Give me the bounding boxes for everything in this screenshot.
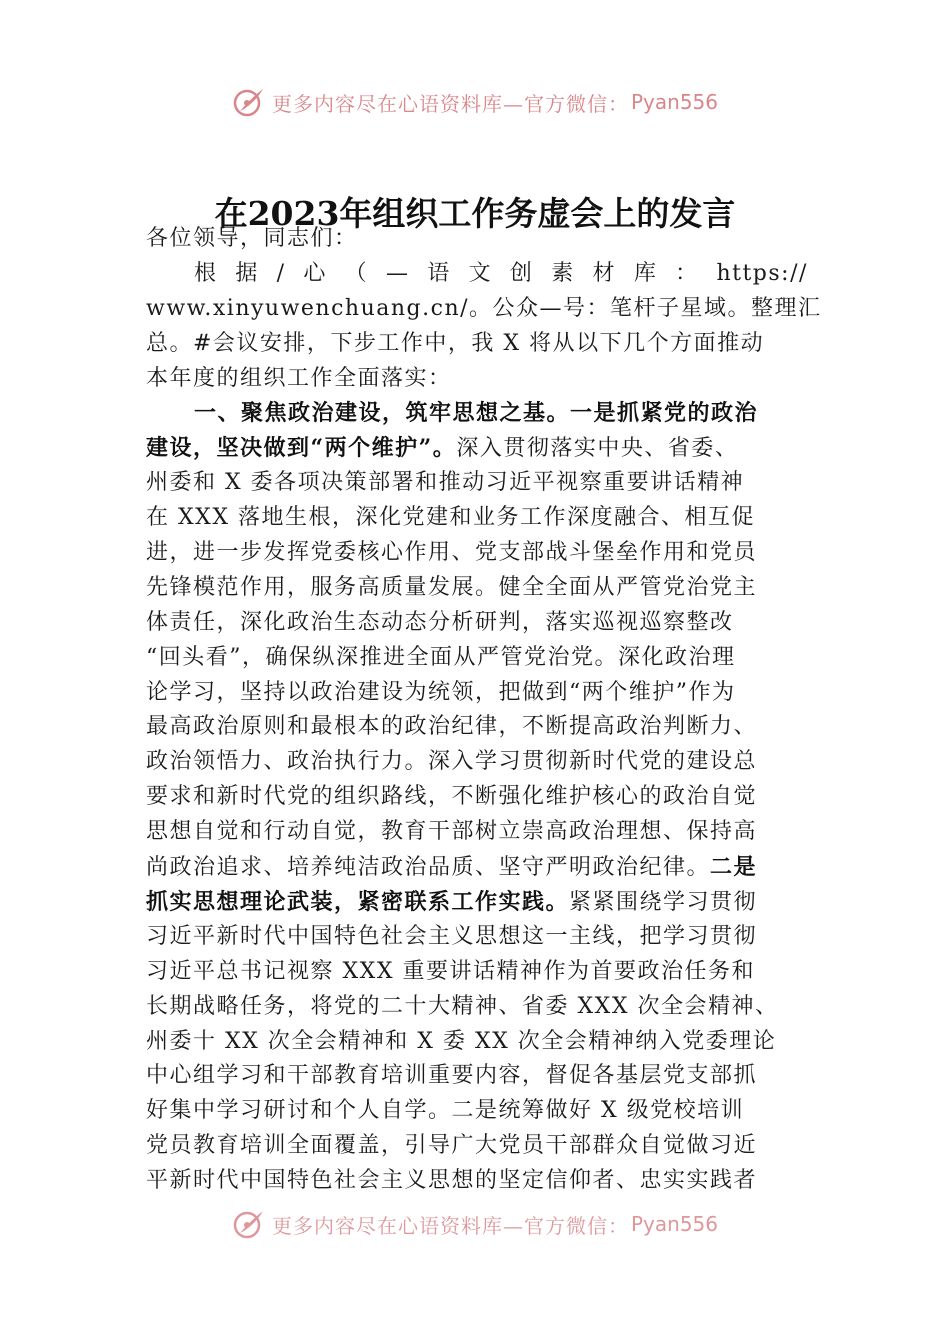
intro-char: 材 xyxy=(592,260,617,286)
text-run: 体责任，深化政治生态动态分析研判，落实巡视巡察整改 xyxy=(146,609,734,635)
document-body xyxy=(146,222,822,1199)
text-line xyxy=(146,920,808,955)
watermark-text: 更多内容尽在心语资料库—官方微信： xyxy=(271,91,629,116)
intro-char: 心 xyxy=(303,260,327,286)
text-line xyxy=(146,1059,808,1094)
intro-char: / xyxy=(276,260,286,286)
text-run: 论学习，坚持以政治建设为统领，把做到“两个维护”作为 xyxy=(146,679,736,705)
text-line xyxy=(146,710,808,745)
text-line xyxy=(146,745,808,780)
quill-circle-icon xyxy=(232,85,266,119)
text-line xyxy=(146,1164,808,1199)
text-line xyxy=(146,501,808,536)
text-line xyxy=(146,1129,808,1164)
text-run: 尚政治追求、培养纯洁政治品质、坚守严明政治纪律。 xyxy=(146,855,711,881)
intro-first-line xyxy=(146,257,808,292)
text-line xyxy=(146,676,808,711)
text-line xyxy=(146,641,808,676)
quill-circle-icon xyxy=(232,1207,266,1241)
intro-char: 素 xyxy=(551,260,575,286)
text-run: 习近平总书记视察 XXX 重要讲话精神作为首要政治任务和 xyxy=(146,958,755,984)
watermark-footer xyxy=(0,1204,950,1244)
intro-char: https:// xyxy=(716,260,808,286)
intro-char: 库 xyxy=(633,260,658,286)
text-run: 在 XXX 落地生根，深化党建和业务工作深度融合、相互促 xyxy=(146,505,755,531)
text-run: 进，进一步发挥党委核心作用、党支部战斗堡垒作用和党员 xyxy=(146,540,758,566)
text-run: 要求和新时代党的组织路线，不断强化维护核心的政治自觉 xyxy=(146,784,758,810)
text-line: www.xinyuwenchuang.cn/。公众—号：笔杆子星域。整理汇 xyxy=(146,295,822,321)
text-line xyxy=(146,885,808,920)
text-run: 思想自觉和行动自觉，教育干部树立崇高政治理想、保持高 xyxy=(146,819,758,845)
text-run: 平新时代中国特色社会主义思想的坚定信仰者、忠实实践者 xyxy=(146,1168,758,1194)
text-run: 政治领悟力、政治执行力。深入学习贯彻新时代党的建设总 xyxy=(146,749,758,775)
text-line xyxy=(146,536,808,571)
text-run: 习近平新时代中国特色社会主义思想这一主线，把学习贯彻 xyxy=(146,923,758,949)
text-run: 州委十 XX 次全会精神和 X 委 XX 次全会精神纳入党委理论 xyxy=(146,1028,777,1054)
text-line xyxy=(146,955,808,990)
main-paragraph xyxy=(146,396,808,1198)
text-run: 好集中学习研讨和个人自学。二是统筹做好 X 级党校培训 xyxy=(146,1098,745,1124)
intro-char: 据 xyxy=(235,260,259,286)
text-run: 党员教育培训全面覆盖，引导广大党员干部群众自觉做习近 xyxy=(146,1133,758,1159)
text-line: 总。#会议安排，下步工作中，我 X 将从以下几个方面推动 xyxy=(146,330,765,356)
text-line xyxy=(146,396,808,431)
bold-run: 一、聚焦政治建设，筑牢思想之基。一是抓紧党的政治 xyxy=(194,400,759,427)
intro-char: — xyxy=(385,260,410,286)
text-line xyxy=(146,571,808,606)
text-run: 先锋模范作用，服务高质量发展。健全全面从严管党治党主 xyxy=(146,574,758,600)
text-run: 最高政治原则和最根本的政治纪律，不断提高政治判断力、 xyxy=(146,714,758,740)
text-line xyxy=(146,606,808,641)
text-line xyxy=(146,815,808,850)
intro-char: ： xyxy=(675,260,699,286)
intro-char: （ xyxy=(344,260,369,286)
intro-char: 根 xyxy=(194,260,218,286)
intro-char: 文 xyxy=(468,260,493,286)
bold-run: 建设，坚决做到“两个维护”。 xyxy=(146,435,457,462)
greeting: 各位领导，同志们： xyxy=(146,226,358,251)
watermark-wechat-id: Pyan556 xyxy=(630,90,718,114)
watermark-header xyxy=(0,82,950,122)
bold-run: 抓实思想理论武装，紧密联系工作实践。 xyxy=(146,888,570,915)
text-run: “回头看”，确保纵深推进全面从严管党治党。深化政治理 xyxy=(146,644,736,670)
text-run: 中心组学习和干部教育培训重要内容，督促各基层党支部抓 xyxy=(146,1063,758,1089)
text-line xyxy=(146,466,808,501)
intro-char: 创 xyxy=(509,260,534,286)
text-line xyxy=(146,850,808,885)
intro-paragraph xyxy=(146,292,822,397)
text-run: 深入贯彻落实中央、省委、 xyxy=(456,436,739,462)
text-run: 紧紧围绕学习贯彻 xyxy=(569,889,758,915)
text-line xyxy=(146,431,808,466)
text-line xyxy=(146,780,808,815)
intro-char: 语 xyxy=(427,260,451,286)
text-line xyxy=(146,1094,808,1129)
bold-run: 二是 xyxy=(710,854,758,881)
watermark-text: 更多内容尽在心语资料库—官方微信： xyxy=(271,1213,629,1238)
watermark-wechat-id: Pyan556 xyxy=(630,1212,718,1236)
text-run: 州委和 X 委各项决策部署和推动习近平视察重要讲话精神 xyxy=(146,470,745,496)
text-line xyxy=(146,990,808,1025)
text-run: 长期战略任务，将党的二十大精神、省委 XXX 次全会精神、 xyxy=(146,993,779,1019)
text-line xyxy=(146,1025,808,1060)
text-line: 本年度的组织工作全面落实： xyxy=(146,365,452,391)
document-title: 在2023年组织工作务虚会上的发言 xyxy=(214,194,736,233)
